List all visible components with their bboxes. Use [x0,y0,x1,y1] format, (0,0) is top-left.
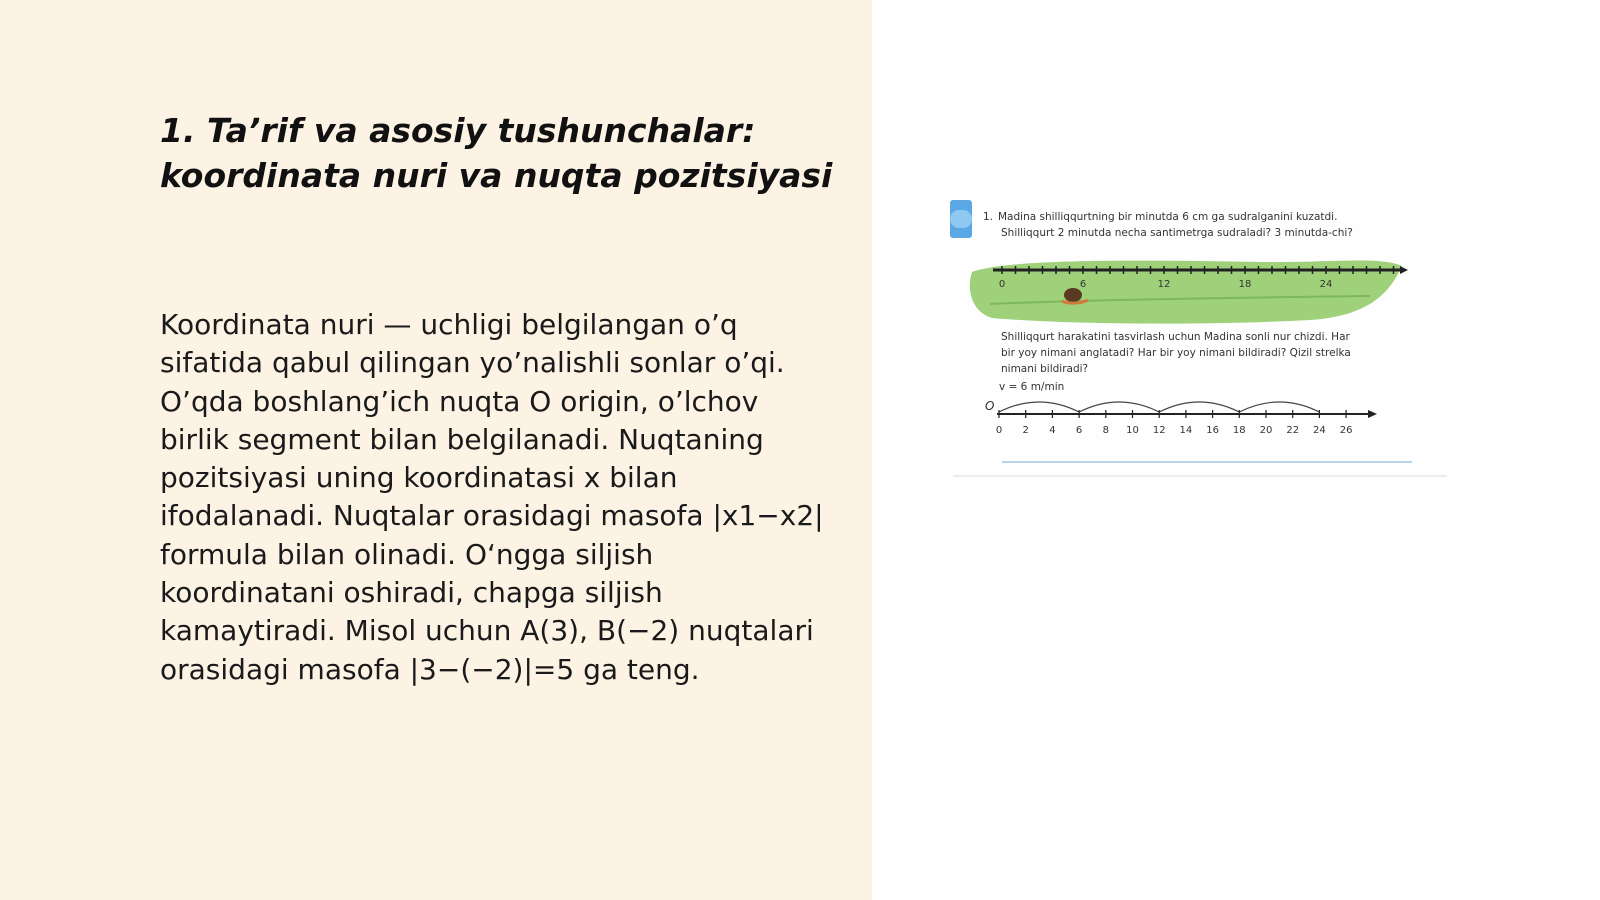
top-ray-label: 18 [1238,279,1252,290]
slide-title [160,108,840,198]
top-ray-label: 6 [1079,279,1087,290]
slide-body-text: Koordinata nuri — uchligi belgilangan o’q sifatida qabul qilingan yo’nalishli sonlar o’qi. O’qda boshlang’ich nuqta O origin, o’lchov birlik segment bilan belgilanadi. Nuqtaning pozitsiyasi uning koordinatasi x bilan ifodalanadi. Nuqtalar orasidagi masofa |x1−x2| formula bilan olinadi. O‘ngga siljish koordinatani oshiradi, chapga siljish kamaytiradi. Misol uchun A(3), B(−2) nuqtalari orasidagi masofa |3−(−2)|=5 ga teng. [160,308,824,686]
title-line-1: 1. Ta’rif va asosiy tushunchalar: [160,111,756,150]
bottom-ray-label: 14 [1179,425,1193,436]
question-line-2: Shilliqqurt 2 minutda necha santimetrga sudraladi? 3 minutda-chi? [1001,227,1353,239]
textbook-figure-svg [950,200,1450,480]
origin-label: O [985,399,995,413]
speed-label: v = 6 m/min [999,381,1065,393]
top-ray-label: 24 [1319,279,1333,290]
bottom-ray-label: 22 [1286,425,1300,436]
bottom-ray-label: 2 [1022,425,1029,436]
snail-shell-icon [1064,288,1082,302]
jump-arc [999,402,1079,412]
bottom-ray-label: 12 [1152,425,1166,436]
jump-arc [1239,402,1319,412]
bottom-ray-label: 4 [1049,425,1056,436]
title-line-2: koordinata nuri va nuqta pozitsiyasi [160,156,833,195]
task-badge-highlight [950,210,972,228]
bottom-ray-label: 6 [1075,425,1083,436]
bottom-ray-label: 8 [1102,425,1109,436]
bottom-ray-label: 10 [1126,425,1139,436]
bottom-ray-label: 24 [1313,425,1326,436]
caption-line-3: nimani bildiradi? [1001,363,1089,375]
textbook-figure [950,200,1450,480]
jump-arc [1159,402,1239,412]
bottom-ray-label: 0 [995,425,1003,436]
bottom-ray-label: 20 [1259,425,1273,436]
bottom-ray-label: 18 [1232,425,1246,436]
top-ray-label: 12 [1157,279,1171,290]
bottom-ray-label: 16 [1206,425,1219,436]
top-ray-label: 0 [998,279,1006,290]
question-line-1: Madina shilliqqurtning bir minutda 6 cm ga sudralganini kuzatdi. [998,211,1338,223]
bottom-ray-arrow-icon [1368,410,1377,418]
task-number: 1. [983,211,994,223]
jump-arc [1079,402,1159,412]
top-ray-arrow-icon [1400,266,1408,274]
caption-line-2: bir yoy nimani anglatadi? Har bir yoy nimani bildiradi? Qizil strelka [1001,347,1351,359]
bottom-ray-label: 26 [1339,425,1353,436]
caption-line-1: Shilliqqurt harakatini tasvirlash uchun Madina sonli nur chizdi. Har [1001,331,1350,343]
